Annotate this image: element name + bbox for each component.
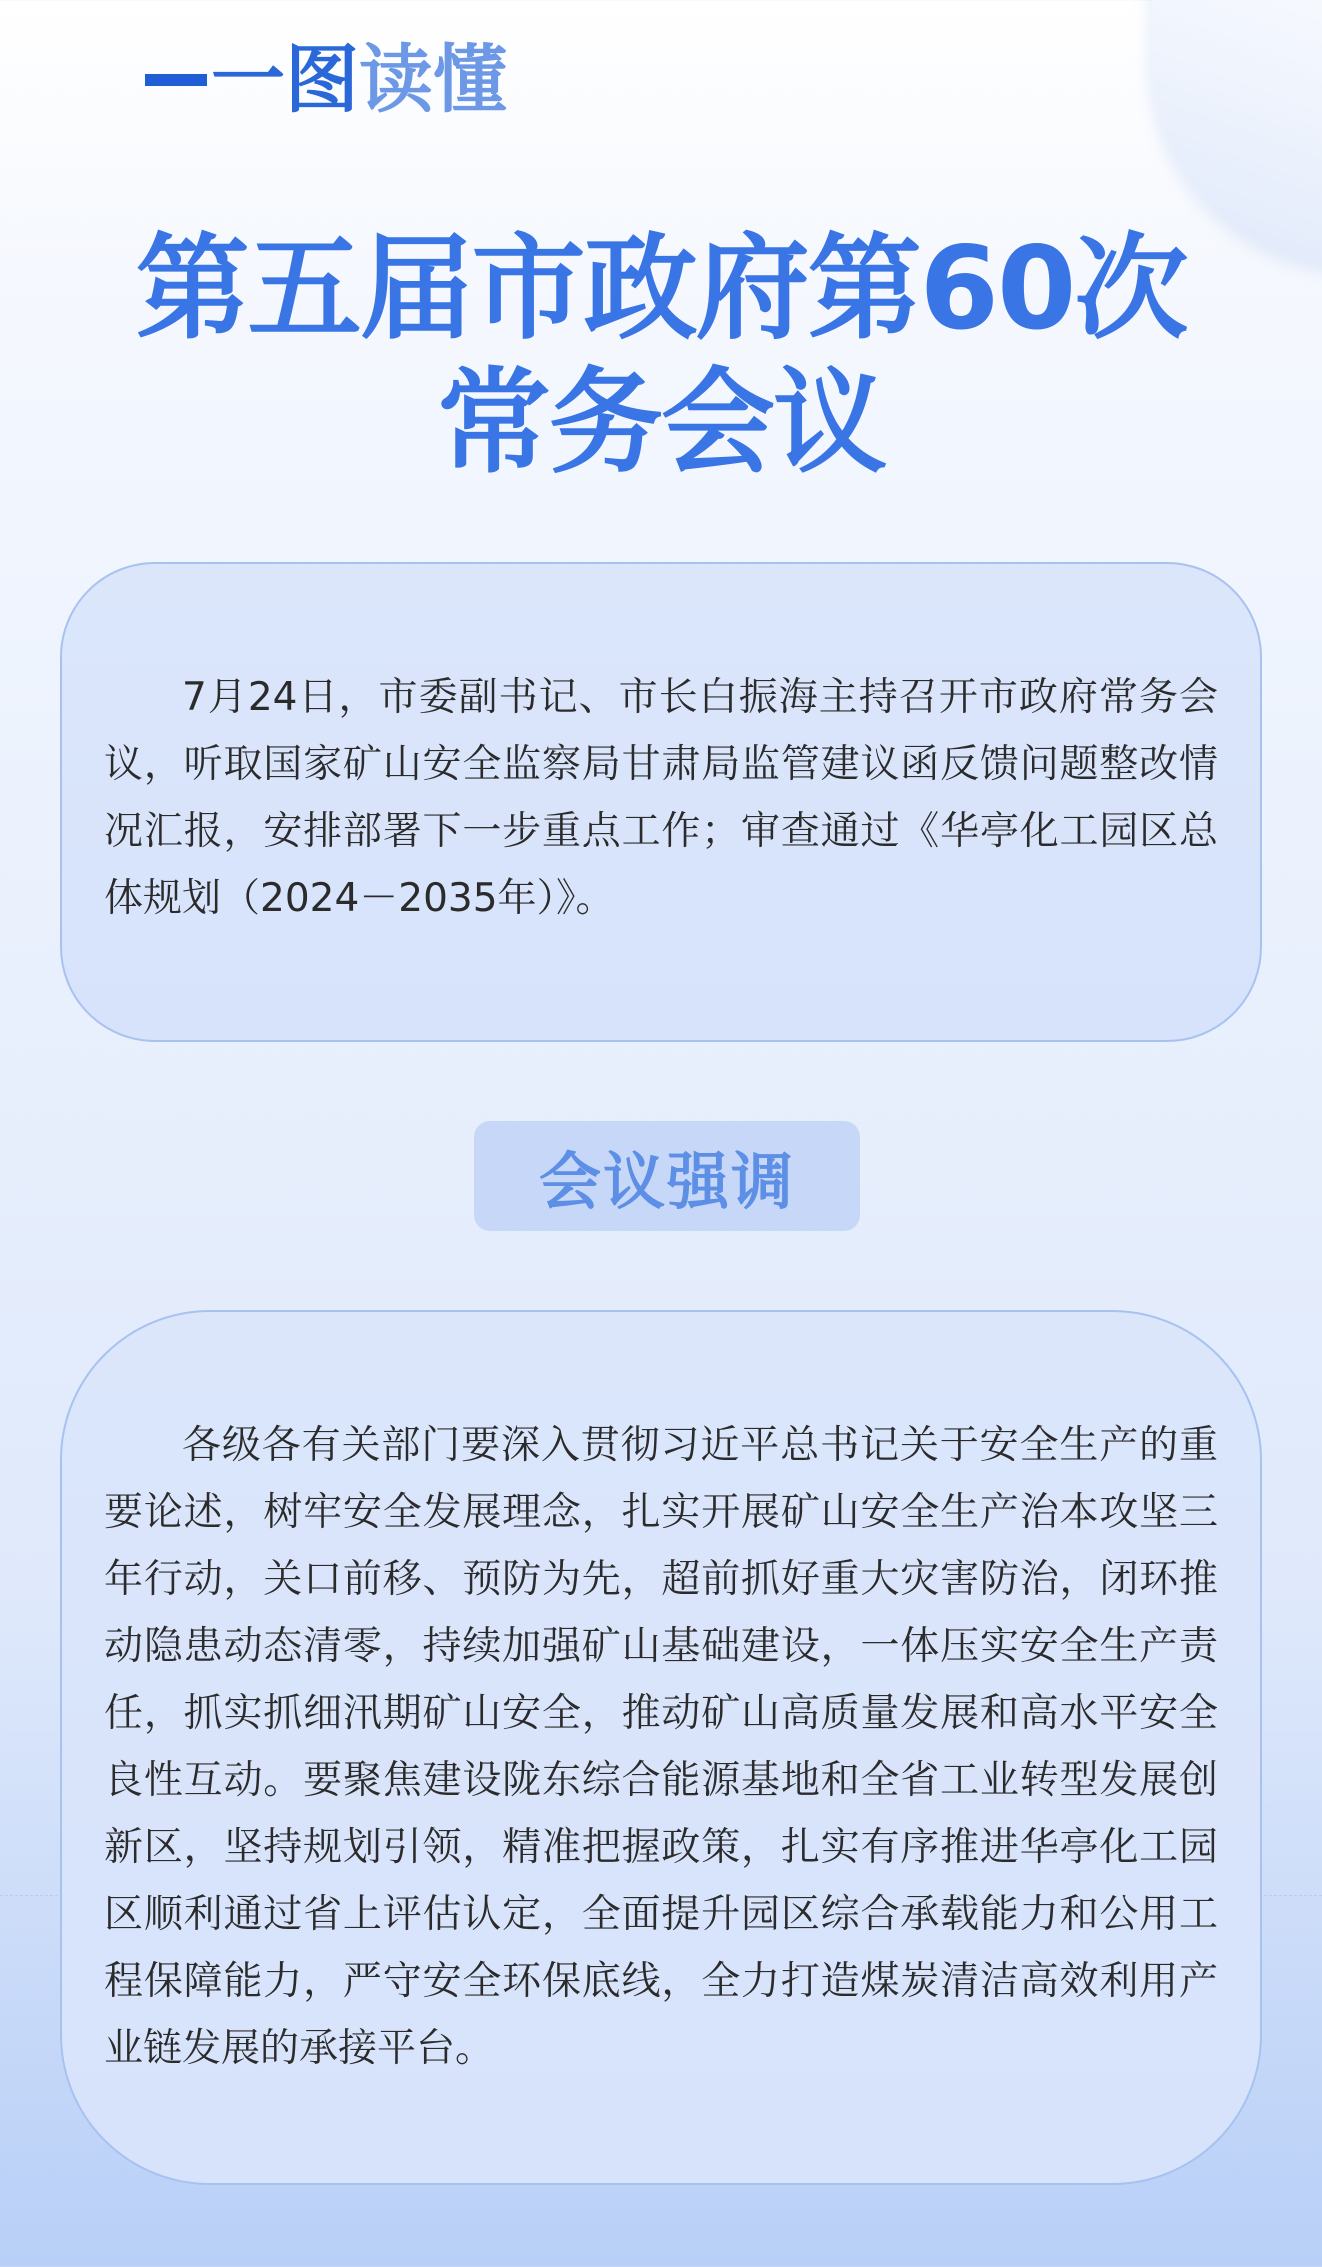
brand-title-part1: 一图 [211, 37, 359, 123]
intro-text: 7月24日，市委副书记、市长白振海主持召开市政府常务会议，听取国家矿山安全监察局甘肃局监管建议函反馈问题整改情况汇报，安排部署下一步重点工作；审查通过《华亭化工园区总体规划（2024－2035年）》。 [104, 675, 1218, 921]
brand-title-part2: 读懂 [359, 37, 507, 123]
emphasis-text: 各级各有关部门要深入贯彻习近平总书记关于安全生产的重要论述，树牢安全发展理念，扎实开展矿山安全生产治本攻坚三年行动，关口前移、预防为先，超前抓好重大灾害防治，闭环推动隐患动态清零，持续加强矿山基础建设，一体压实安全生产责任，抓实抓细汛期矿山安全，推动矿山高质量发展和高水平安全良性互动。要聚焦建设陇东综合能源基地和全省工业转型发展创新区，坚持规划引领，精准把握政策，扎实有序推进华亭化工园区顺利通过省上评估认定，全面提升园区综合承载能力和公用工程保障能力，严守安全环保底线，全力打造煤炭清洁高效利用产业链发展的承接平台。 [104, 1423, 1218, 2071]
brand-header [145, 30, 507, 130]
brand-title [211, 37, 507, 123]
emphasis-panel [60, 1310, 1262, 2185]
section-heading-label: 会议强调 [538, 1144, 795, 1218]
intro-panel [60, 562, 1262, 1042]
page-title-line2: 常务会议 [436, 356, 885, 489]
brand-dash [145, 74, 207, 86]
page-title-line1: 第五届市政府第60次 [135, 222, 1187, 355]
section-heading [474, 1121, 860, 1231]
page-title [0, 222, 1322, 490]
